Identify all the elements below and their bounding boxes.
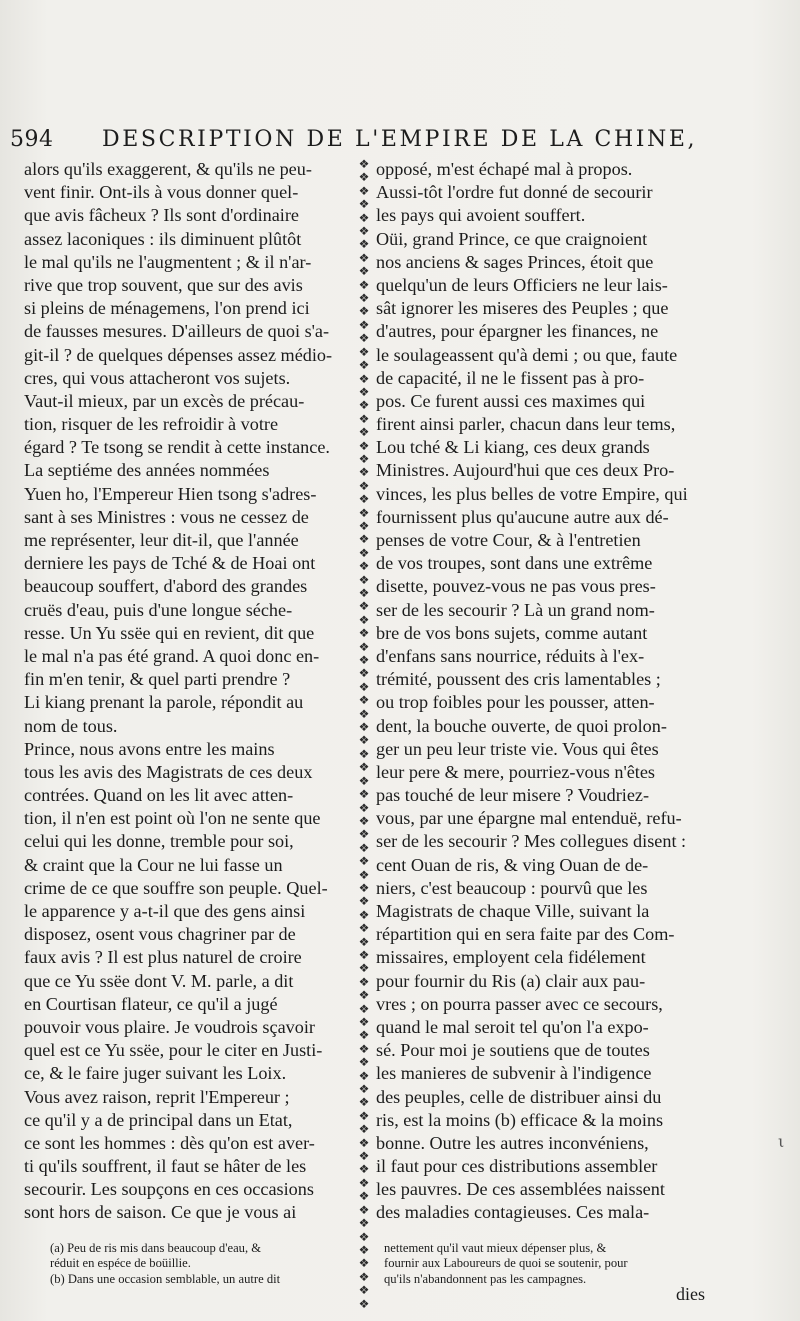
- text-line: tous les avis des Magistrats de ces deux: [24, 761, 313, 782]
- text-line: Ministres. Aujourd'hui que ces deux Pro-: [376, 460, 675, 481]
- text-line: ce qu'il y a de principal dans un Etat,: [24, 1109, 293, 1130]
- text-line: trémité, poussent des cris lamentables ;: [376, 669, 661, 690]
- footnotes-left: [50, 1241, 360, 1287]
- text-line: me représenter, leur dit-il, que l'année: [24, 530, 299, 550]
- footnote-line: (a) Peu de ris mis dans beaucoup d'eau, &: [50, 1241, 262, 1255]
- text-line: ou trop foibles pour les pousser, atten-: [376, 692, 655, 713]
- text-line: ce sont les hommes : dès qu'on est aver-: [24, 1132, 315, 1153]
- text-line: sât ignorer les miseres des Peuples ; que: [376, 298, 669, 319]
- text-line: bonne. Outre les autres inconvéniens,: [376, 1132, 649, 1153]
- text-line: les pauvres. De ces assemblées naissent: [376, 1179, 665, 1200]
- text-line: nom de tous.: [24, 715, 118, 736]
- text-line: crime de ce que souffre son peuple. Quel-: [24, 877, 328, 898]
- text-line: pouvoir vous plaire. Je voudrois sçavoir: [24, 1016, 315, 1037]
- text-line: disette, pouvez-vous ne pas vous pres-: [376, 576, 656, 597]
- text-line: que ce Yu ssëe dont V. M. parle, a dit: [24, 970, 294, 991]
- text-line: vinces, les plus belles de votre Empire, qui: [376, 483, 688, 504]
- text-line: faux avis ? Il est plus naturel de croire: [24, 947, 302, 968]
- text-line: cres, qui vous attacheront vos sujets.: [24, 367, 291, 388]
- text-line: & craint que la Cour ne lui fasse un: [24, 854, 283, 875]
- text-line: le apparence y a-t-il que des gens ainsi: [24, 901, 306, 921]
- text-line: dent, la bouche ouverte, de quoi prolon-: [376, 715, 667, 736]
- text-line: resse. Un Yu ssëe qui en revient, dit que: [24, 622, 315, 643]
- text-line: tion, risquer de les refroidir à votre: [24, 414, 279, 435]
- footnote-line: réduit en espéce de boüillie.: [50, 1256, 191, 1271]
- text-line: fournissent plus qu'aucune autre aux dé-: [376, 506, 669, 527]
- running-title: DESCRIPTION DE L'EMPIRE DE LA CHINE,: [102, 127, 698, 152]
- text-line: quand le mal seroit tel qu'on l'a expo-: [376, 1016, 649, 1037]
- text-line: le soulageassent qu'à demi ; ou que, faute: [376, 344, 678, 365]
- text-line: niers, c'est beaucoup : pourvû que les: [376, 877, 648, 898]
- text-line: assez laconiques : ils diminuent plûtôt: [24, 228, 302, 249]
- text-line: disposez, osent vous chagriner par de: [24, 924, 296, 945]
- text-line: derniere les pays de Tché & de Hoai ont: [24, 553, 316, 574]
- text-line: missaires, employent cela fidélement: [376, 947, 646, 968]
- text-line: ce, & le faire juger suivant les Loix.: [24, 1063, 287, 1084]
- text-line: pos. Ce furent aussi ces maximes qui: [376, 390, 646, 411]
- text-line: répartition qui en sera faite par des Com-: [376, 924, 675, 945]
- column-ornament-divider: ❖ ❖ ❖ ❖ ❖ ❖ ❖ ❖ ❖ ❖ ❖ ❖ ❖ ❖ ❖ ❖ ❖ ❖ ❖ ❖ ❖ ❖ ❖ ❖ ❖ ❖ ❖ ❖ ❖ ❖ ❖ ❖ ❖ ❖ ❖ ❖ ❖ ❖ ❖ ❖ ❖ ❖ ❖ ❖ ❖ ❖ ❖ ❖ ❖ ❖ ❖ ❖ ❖ ❖ ❖ ❖ ❖ ❖ ❖ ❖ ❖ ❖ ❖ ❖ ❖ ❖ ❖ ❖ ❖ ❖ ❖ ❖ ❖ ❖ ❖ ❖ ❖ ❖ ❖ ❖ ❖ ❖ ❖ ❖ ❖ ❖: [358, 157, 370, 1311]
- text-line: cent Ouan de ris, & ving Ouan de de-: [376, 854, 649, 875]
- text-line: sé. Pour moi je soutiens que de toutes: [376, 1040, 650, 1061]
- text-line: de vos troupes, sont dans une extrême: [376, 553, 653, 574]
- text-line: leur pere & mere, pourriez-vous n'êtes: [376, 761, 656, 782]
- text-line: git-il ? de quelques dépenses assez médio-: [24, 344, 333, 365]
- text-line: les pays qui avoient souffert.: [376, 205, 586, 226]
- text-line: ser de les secourir ? Là un grand nom-: [376, 599, 655, 620]
- text-line: que avis fâcheux ? Ils sont d'ordinaire: [24, 205, 299, 226]
- text-line: vous, par une épargne mal entenduë, refu-: [376, 808, 682, 829]
- text-line: tion, il n'en est point où l'on ne sente que: [24, 808, 321, 829]
- text-line: La septiéme des années nommées: [24, 460, 270, 481]
- footnote-line: (b) Dans une occasion semblable, un autre dit: [50, 1271, 281, 1286]
- text-line: Li kiang prenant la parole, répondit au: [24, 692, 304, 713]
- page-number: 594: [10, 127, 54, 152]
- text-line: en Courtisan flateur, ce qu'il a jugé: [24, 993, 278, 1014]
- text-line: Lou tché & Li kiang, ces deux grands: [376, 437, 650, 458]
- text-line: Oüi, grand Prince, ce que craignoient: [376, 228, 648, 249]
- running-head: [10, 127, 800, 157]
- text-line: vent finir. Ont-ils à vous donner quel-: [24, 182, 299, 203]
- text-line: fin m'en tenir, & quel parti prendre ?: [24, 669, 291, 690]
- text-line: égard ? Te tsong se rendit à cette instance.: [24, 437, 330, 458]
- text-line: si pleins de ménagemens, l'on prend ici: [24, 298, 310, 319]
- text-line: Magistrats de chaque Ville, suivant la: [376, 901, 650, 921]
- catchword: dies: [676, 1284, 705, 1304]
- text-line: sont hors de saison. Ce que je vous ai: [24, 1202, 297, 1223]
- text-line: beaucoup souffert, d'abord des grandes: [24, 576, 308, 597]
- text-line: ger un peu leur triste vie. Vous qui êtes: [376, 738, 659, 759]
- text-line: quel est ce Yu ssëe, pour le citer en Justi-: [24, 1040, 323, 1061]
- text-line: des peuples, celle de distribuer ainsi du: [376, 1086, 662, 1107]
- text-line: firent ainsi parler, chacun dans leur tems,: [376, 414, 676, 435]
- text-line: bre de vos bons sujets, comme autant: [376, 622, 648, 643]
- left-column: [24, 158, 352, 1225]
- text-line: Vous avez raison, reprit l'Empereur ;: [24, 1086, 290, 1107]
- footnote-line: nettement qu'il vaut mieux dépenser plus, &: [384, 1241, 607, 1255]
- text-line: d'autres, pour épargner les finances, ne: [376, 321, 659, 342]
- text-line: pas touché de leur misere ? Voudriez-: [376, 785, 650, 806]
- text-line: vres ; on pourra passer avec ce secours,: [376, 993, 663, 1014]
- footnotes-right: [384, 1241, 794, 1287]
- text-line: rive que trop souvent, que sur des avis: [24, 274, 303, 295]
- text-line: Vaut-il mieux, par un excès de précau-: [24, 390, 305, 411]
- text-line: de capacité, il ne le fissent pas à pro-: [376, 367, 645, 388]
- text-line: Aussi-tôt l'ordre fut donné de secourir: [376, 182, 653, 203]
- text-line: ti qu'ils souffrent, il faut se hâter de les: [24, 1156, 307, 1177]
- text-line: le mal n'a pas été grand. A quoi donc en-: [24, 645, 320, 666]
- text-line: celui qui les donne, tremble pour soi,: [24, 831, 294, 852]
- footnote-line: qu'ils n'abandonnent pas les campagnes.: [384, 1271, 587, 1286]
- text-line: penses de votre Cour, & à l'entretien: [376, 530, 641, 550]
- text-line: pour fournir du Ris (a) clair aux pau-: [376, 970, 646, 991]
- right-column: [376, 158, 792, 1225]
- text-line: les manieres de subvenir à l'indigence: [376, 1063, 652, 1084]
- text-line: sant à ses Ministres : vous ne cessez de: [24, 506, 309, 527]
- margin-mark: ι: [778, 1132, 785, 1151]
- text-line: de fausses mesures. D'ailleurs de quoi s'a-: [24, 321, 330, 342]
- text-line: Yuen ho, l'Empereur Hien tsong s'adres-: [24, 483, 317, 504]
- text-line: il faut pour ces distributions assembler: [376, 1156, 658, 1177]
- text-line: quelqu'un de leurs Officiers ne leur lais-: [376, 274, 668, 295]
- text-line: ser de les secourir ? Mes collegues disent :: [376, 831, 687, 852]
- text-line: le mal qu'ils ne l'augmentent ; & il n'ar-: [24, 251, 312, 272]
- footnote-line: fournir aux Laboureurs de quoi se soutenir, pour: [384, 1256, 628, 1271]
- text-line: cruës d'eau, puis d'une longue séche-: [24, 599, 293, 620]
- text-line: ris, est la moins (b) efficace & la moins: [376, 1109, 664, 1130]
- text-line: secourir. Les soupçons en ces occasions: [24, 1179, 314, 1200]
- text-line: des maladies contagieuses. Ces mala-: [376, 1202, 650, 1223]
- text-line: contrées. Quand on les lit avec atten-: [24, 785, 294, 806]
- text-line: Prince, nous avons entre les mains: [24, 738, 275, 759]
- text-line: d'enfans sans nourrice, réduits à l'ex-: [376, 645, 645, 666]
- text-line: opposé, m'est échapé mal à propos.: [376, 159, 633, 179]
- text-line: alors qu'ils exaggerent, & qu'ils ne peu-: [24, 159, 312, 179]
- text-line: nos anciens & sages Princes, étoit que: [376, 251, 654, 272]
